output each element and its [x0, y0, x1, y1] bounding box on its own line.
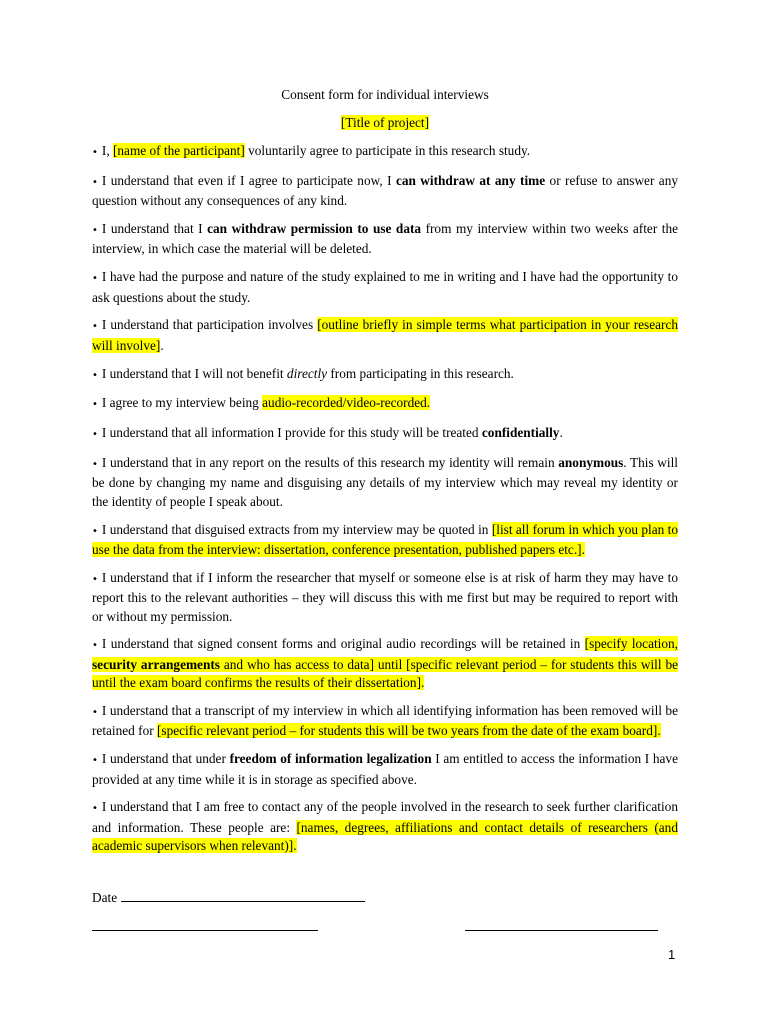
statement-text: I understand that even if I agree to participate now, I	[101, 172, 396, 188]
statement-text: or refuse to answer any question without any consequences of any kind.	[92, 172, 678, 209]
emphasis-text: can withdraw permission to use data	[207, 221, 422, 236]
statement-text: I understand that I will not benefit	[101, 365, 287, 381]
statement-text: I understand that a transcript of my interview in which all identifying information has been removed will be retained for	[92, 703, 678, 739]
date-underline	[121, 889, 365, 902]
consent-statement	[92, 798, 678, 855]
statement-text: .	[559, 425, 563, 441]
consent-statement	[92, 220, 678, 259]
placeholder-text: audio-recorded/video-recorded.	[262, 395, 431, 411]
consent-statement	[92, 635, 678, 692]
placeholder-text: [name of the participant]	[112, 143, 245, 158]
bullet-icon: •	[92, 755, 98, 767]
consent-statement	[92, 569, 678, 626]
consent-statement	[92, 268, 678, 307]
statement-text: .	[657, 723, 661, 739]
bullet-icon: •	[92, 707, 98, 719]
date-field	[92, 889, 392, 907]
statement-text: I understand that if I inform the researcher that myself or someone else is at risk of harm they may have to report this to the relevant authorities – they will discuss this with me first but may be required to report with or without my permission.	[92, 569, 678, 624]
statement-text: voluntarily agree to participate in this research study.	[244, 143, 531, 158]
consent-statement	[92, 750, 678, 789]
consent-statement	[92, 454, 678, 511]
consent-statement	[92, 702, 678, 741]
consent-statement	[92, 142, 678, 162]
bullet-icon: •	[92, 459, 98, 470]
page-number: 1	[668, 947, 676, 962]
consent-statement-list	[92, 142, 678, 865]
consent-statement	[92, 394, 678, 414]
bullet-icon: •	[92, 525, 98, 537]
statement-text: I have had the purpose and nature of the study explained to me in writing and I have had the opportunity to ask questions about the study.	[92, 269, 678, 305]
emphasis-text: anonymous	[558, 455, 624, 470]
statement-text: .	[160, 337, 164, 353]
participant-signature-line	[92, 930, 318, 931]
statement-text: I understand that signed consent forms and original audio recordings will be retained in	[101, 636, 585, 652]
project-title	[0, 114, 770, 132]
statement-text: I understand that in any report on the results of this research my identity will remain	[101, 455, 559, 470]
statement-text: I understand that all information I provide for this study will be treated	[101, 425, 482, 441]
statement-text: from participating in this research.	[327, 365, 514, 381]
researcher-signature-line	[465, 930, 658, 931]
statement-text: I understand that I am free to contact any of the people involved in the research to seek further clarification and information. These people are:	[92, 799, 678, 835]
emphasis-text: freedom of information legalization	[229, 751, 432, 767]
placeholder-emphasis-text: security arrangements	[92, 656, 220, 672]
bullet-icon: •	[92, 429, 98, 441]
bullet-icon: •	[92, 321, 98, 333]
consent-statement	[92, 172, 678, 211]
document-title: Consent form for individual interviews	[281, 87, 489, 102]
statement-text: I,	[101, 143, 113, 158]
emphasis-text: directly	[286, 365, 328, 381]
bullet-icon: •	[92, 399, 98, 411]
bullet-icon: •	[92, 369, 98, 381]
statement-text: I agree to my interview being	[101, 395, 263, 411]
bullet-icon: •	[92, 147, 98, 158]
statement-text: .	[581, 542, 585, 558]
bullet-icon: •	[92, 176, 98, 188]
placeholder-text: [specify location,	[584, 636, 678, 652]
consent-statement	[92, 365, 678, 385]
statement-text: I understand that I	[101, 221, 208, 236]
bullet-icon: •	[92, 640, 98, 652]
date-label: Date	[92, 890, 118, 905]
placeholder-text: [names, degrees, affiliations and contact details of researchers (and academic supervisors when relevant)]	[92, 819, 678, 854]
statement-text: .	[421, 675, 425, 691]
consent-statement	[92, 521, 678, 560]
bullet-icon: •	[92, 803, 98, 815]
placeholder-text: [list all forum in which you plan to use the data from the interview: dissertation, conference presentation, published papers etc.]	[92, 521, 678, 558]
emphasis-text: can withdraw at any time	[395, 172, 546, 188]
placeholder-text: [specific relevant period – for students this will be two years from the date of the exam board]	[156, 723, 658, 739]
emphasis-text: confidentially	[481, 425, 560, 441]
project-title-placeholder: [Title of project]	[340, 115, 430, 130]
placeholder-text: and who has access to data] until [specific relevant period – for students this will be until the exam board confirms the results of their dissertation]	[92, 656, 678, 691]
bullet-icon: •	[92, 273, 98, 285]
consent-statement	[92, 424, 678, 444]
statement-text: I understand that disguised extracts from my interview may be quoted in	[101, 521, 492, 537]
statement-text: . This will be done by changing my name and disguising any details of my interview which may reveal my identity or the identity of people I speak about.	[92, 455, 678, 509]
statement-text: from my interview within two weeks after the interview, in which case the material will be deleted.	[92, 221, 679, 257]
bullet-icon: •	[92, 573, 98, 585]
consent-statement	[92, 316, 678, 355]
placeholder-text: [outline briefly in simple terms what participation in your research will involve]	[92, 317, 679, 353]
statement-text: I understand that under	[101, 751, 230, 767]
statement-text: .	[293, 838, 297, 854]
statement-text: I am entitled to access the information I have provided at any time while it is in storage as specified above.	[92, 751, 678, 787]
bullet-icon: •	[92, 225, 98, 236]
statement-text: I understand that participation involves	[101, 317, 318, 333]
